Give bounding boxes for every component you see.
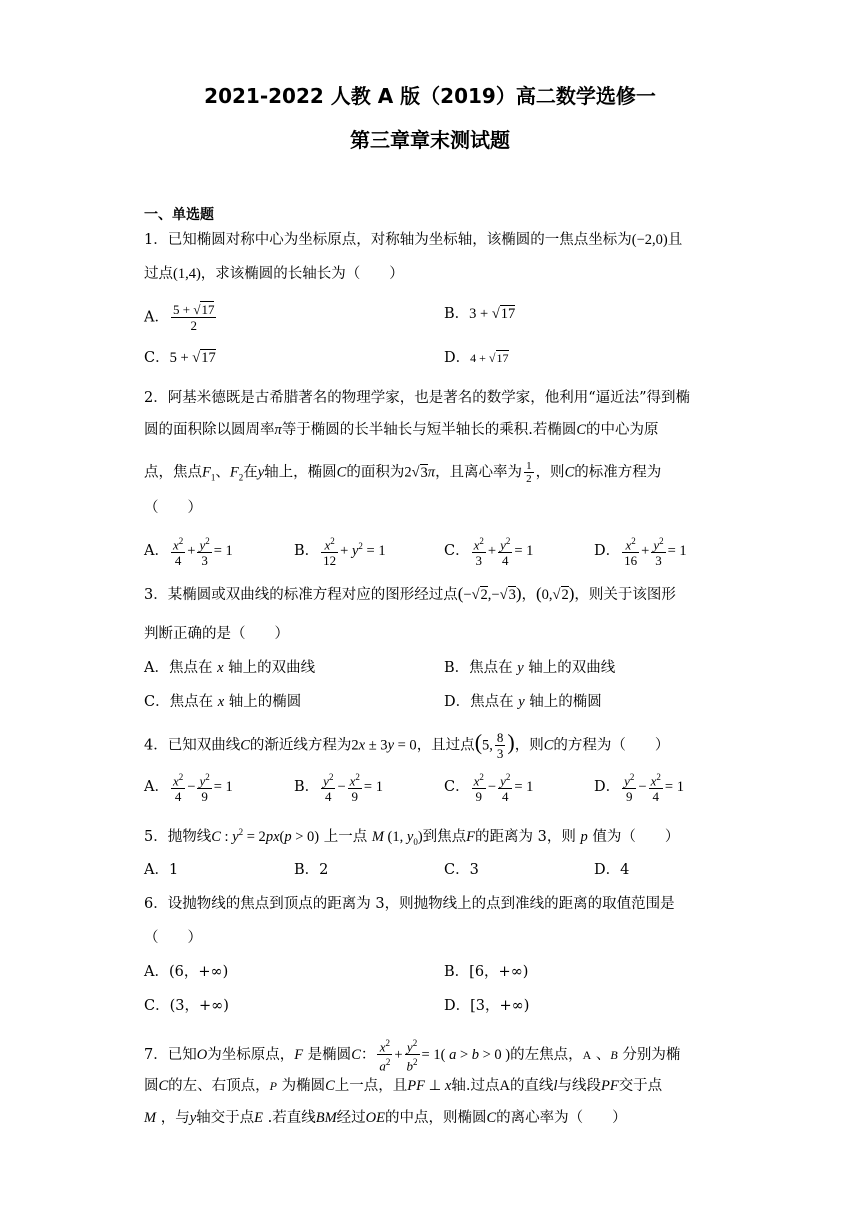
question-4-option-b[interactable]: B． $\frac{y^2}{4}$ − $\frac{x^2}{9}$ = 1: [294, 772, 383, 805]
question-2-option-c[interactable]: C． $\frac{x^2}{3}$ + $\frac{y^2}{4}$ = 1: [444, 536, 534, 569]
question-7-line3: M ，与y轴交于点E .若直线BM经过OE的中点，则椭圆C的离心率为（ ）: [144, 1110, 627, 1126]
question-6-option-a[interactable]: A．(6，+∞): [144, 964, 229, 980]
document-title-line1: 2021-2022 人教 A 版（2019）高二数学选修一: [204, 84, 656, 108]
question-7-line2: 圆C的左、右顶点，P 为椭圆C上一点，且PF ⊥ x轴.过点A的直线l与线段PF交于点: [144, 1078, 663, 1094]
question-3-option-c[interactable]: C．焦点在 x 轴上的椭圆: [144, 694, 302, 710]
question-3-option-a[interactable]: A．焦点在 x 轴上的双曲线: [144, 660, 316, 676]
question-3-option-b[interactable]: B．焦点在 y 轴上的双曲线: [444, 660, 616, 676]
question-4-option-a[interactable]: A． $\frac{x^2}{4}$ − $\frac{y^2}{9}$ = 1: [144, 772, 233, 805]
question-1-line2: 过点(1,4)，求该椭圆的长轴长为（ ）: [144, 266, 404, 282]
question-5-option-a[interactable]: A．1: [144, 862, 179, 878]
question-2-option-b[interactable]: B． $\frac{x^2}{12}$ + $y^2 = 1$: [294, 536, 386, 569]
document-title-line2: 第三章章末测试题: [350, 128, 510, 152]
question-5-option-d[interactable]: D．4: [594, 862, 630, 878]
question-1-line1: 1．已知椭圆对称中心为坐标原点，对称轴为坐标轴，该椭圆的一焦点坐标为(−2,0)且: [144, 232, 683, 248]
question-1-option-b[interactable]: B．3 + √17: [444, 306, 516, 322]
question-5-option-c[interactable]: C．3: [444, 862, 479, 878]
question-4-option-d[interactable]: D． $\frac{y^2}{9}$ − $\frac{x^2}{4}$ = 1: [594, 772, 684, 805]
question-4-line1: 4．已知双曲线C的渐近线方程为2x ± 3y = 0，且过点(5, $\frac{8}{3}$ )，则C的方程为（ ）: [144, 729, 670, 761]
question-2-line3: 点，焦点$F_1$、$F_2$在y轴上，椭圆C的面积为2√3π，且离心率为 $\frac{1}{2}$ ，则C的标准方程为: [144, 460, 662, 485]
question-2-line4: （ ）: [144, 500, 202, 516]
question-6-option-c[interactable]: C．(3，+∞): [144, 998, 229, 1014]
question-6-line2: （ ）: [144, 930, 202, 946]
fraction: $\frac{5 + √17}{2}$: [172, 302, 215, 333]
question-2-line1: 2．阿基米德既是古希腊著名的物理学家，也是著名的数学家，他利用“逼近法”得到椭: [144, 390, 691, 406]
question-2-option-d[interactable]: D． $\frac{x^2}{16}$ + $\frac{y^2}{3}$ = 1: [594, 536, 687, 569]
question-1-option-d[interactable]: D．4 + √17: [444, 350, 509, 366]
question-6-line1: 6．设抛物线的焦点到顶点的距离为 3，则抛物线上的点到准线的距离的取值范围是: [144, 896, 675, 912]
question-6-option-b[interactable]: B．[6，+∞): [444, 964, 529, 980]
question-2-option-a[interactable]: A． $\frac{x^2}{4}$ + $\frac{y^2}{3}$ = 1: [144, 536, 233, 569]
question-7-line1: 7．已知O为坐标原点，F 是椭圆C： $\frac{x^2}{a^2}$ + $\frac{y^2}{b^2}$ = 1( a > b > 0 )的左焦点，A 、B 分别为椭: [144, 1038, 681, 1074]
question-5-line1: 5．抛物线C : $y^2 = 2px(p > 0)$ 上一点 M (1, $y_0$)到焦点F的距离为 3，则 p 值为（ ）: [144, 827, 680, 847]
question-3-line2: 判断正确的是（ ）: [144, 626, 289, 642]
question-3-line1: 3．某椭圆或双曲线的标准方程对应的图形经过点(−√2,−√3)，(0,√2)，则关于该图形: [144, 584, 676, 603]
question-6-option-d[interactable]: D．[3，+∞): [444, 998, 530, 1014]
question-1-option-a[interactable]: A． $\frac{5 + √17}{2}$: [144, 302, 215, 333]
question-1-option-c[interactable]: C．5 + √17: [144, 350, 216, 366]
question-5-option-b[interactable]: B．2: [294, 862, 329, 878]
question-3-option-d[interactable]: D．焦点在 y 轴上的椭圆: [444, 694, 602, 710]
question-4-option-c[interactable]: C． $\frac{x^2}{9}$ − $\frac{y^2}{4}$ = 1: [444, 772, 534, 805]
section-heading: 一、单选题: [144, 207, 214, 223]
question-2-line2: 圆的面积除以圆周率π等于椭圆的长半轴长与短半轴长的乘积.若椭圆C的中心为原: [144, 422, 659, 438]
